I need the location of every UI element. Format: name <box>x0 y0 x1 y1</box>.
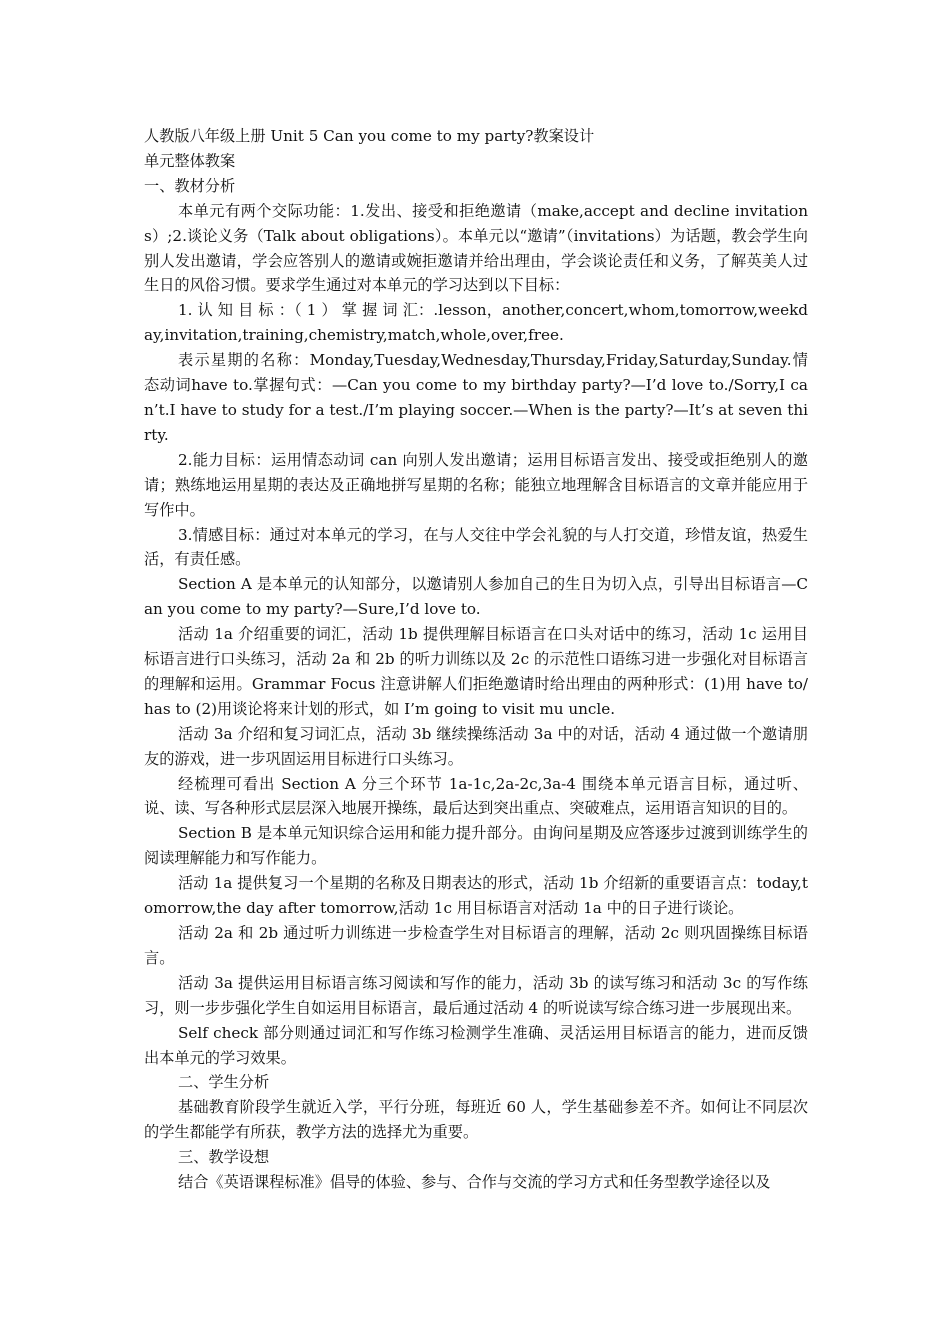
paragraph-section-b-3a: 活动 3a 提供运用目标语言练习阅读和写作的能力，活动 3b 的读写练习和活动 3c 的写作练习，则一步步强化学生自如运用目标语言，最后通过活动 4 的听说读写综合练习进一步展现出来。 <box>144 973 808 1017</box>
document-body <box>144 124 808 1195</box>
paragraph-weekdays: 表示星期的名称：Monday,Tuesday,Wednesday,Thursday,Friday,Saturday,Sunday.情态动词have to.掌握句式：—Can you come to my birthday party?—I’d love to./Sorry,I can’t.I have to study for a test./I’m playing soccer.—When is the party?—It’s at seven thirty. <box>144 351 808 444</box>
paragraph-section-b-1a: 活动 1a 提供复习一个星期的名称及日期表达的形式，活动 1b 介绍新的重要语言点：today,tomorrow,the day after tomorrow,活动 1c 用目标语言对活动 1a 中的日子进行谈论。 <box>144 874 808 918</box>
document-subtitle: 单元整体教案 <box>144 151 236 170</box>
paragraph-functions: 本单元有两个交际功能：1.发出、接受和拒绝邀请（make,accept and decline invitations）;2.谈论义务（Talk about obligations）。本单元以“邀请”（invitations）为话题，教会学生向别人发出邀请，学会应答别人的邀请或婉拒邀请并给出理由，学会谈论责任和义务，了解英美人过生日的风俗习惯。要求学生通过对本单元的学习达到以下目标： <box>144 201 808 295</box>
paragraph-activity-3a: 活动 3a 介绍和复习词汇点，活动 3b 继续操练活动 3a 中的对话，活动 4 通过做一个邀请朋友的游戏，进一步巩固运用目标进行口头练习。 <box>144 724 808 768</box>
document-title: 人教版八年级上册 Unit 5 Can you come to my party?教案设计 <box>144 127 595 145</box>
paragraph-emotion-goals: 3.情感目标：通过对本单元的学习，在与人交往中学会礼貌的与人打交道，珍惜友谊，热爱生活，有责任感。 <box>144 525 808 569</box>
section-heading-student-analysis: 二、学生分析 <box>178 1073 270 1092</box>
paragraph-student-analysis: 基础教育阶段学生就近入学，平行分班，每班近 60 人，学生基础参差不齐。如何让不同层次的学生都能学有所获，教学方法的选择尤为重要。 <box>144 1098 808 1142</box>
paragraph-teaching-ideas: 结合《英语课程标准》倡导的体验、参与、合作与交流的学习方式和任务型教学途径以及 <box>178 1173 771 1192</box>
paragraph-ability-goals: 2.能力目标：运用情态动词 can 向别人发出邀请；运用目标语言发出、接受或拒绝别人的邀请；熟练地运用星期的表达及正确地拼写星期的名称；能独立地理解含目标语言的文章并能应用于写作中。 <box>144 450 808 519</box>
paragraph-section-a: Section A 是本单元的认知部分，以邀请别人参加自己的生日为切入点，引导出目标语言—Can you come to my party?—Sure,I’d love to. <box>144 575 808 619</box>
paragraph-section-b-2a: 活动 2a 和 2b 通过听力训练进一步检查学生对目标语言的理解，活动 2c 则巩固操练目标语言。 <box>144 924 808 967</box>
section-heading-teaching-ideas: 三、教学设想 <box>178 1148 270 1167</box>
paragraph-self-check: Self check 部分则通过词汇和写作练习检测学生准确、灵活运用目标语言的能力，进而反馈出本单元的学习效果。 <box>144 1023 808 1067</box>
paragraph-section-b: Section B 是本单元知识综合运用和能力提升部分。由询问星期及应答逐步过渡到训练学生的阅读理解能力和写作能力。 <box>144 824 808 868</box>
paragraph-section-a-summary: 经梳理可看出 Section A 分三个环节 1a-1c,2a-2c,3a-4 围绕本单元语言目标，通过听、说、读、写各种形式层层深入地展开操练，最后达到突出重点、突破难点，运用语言知识的目的。 <box>144 774 808 818</box>
paragraph-activity-1a: 活动 1a 介绍重要的词汇，活动 1b 提供理解目标语言在口头对话中的练习，活动 1c 运用目标语言进行口头练习，活动 2a 和 2b 的听力训练以及 2c 的示范性口语练习进一步强化对目标语言的理解和运用。Grammar Focus 注意讲解人们拒绝邀请时给出理由的两种形式：(1)用 have to/has to (2)用谈论将来计划的形式，如 I’m going to visit mu uncle. <box>144 625 808 718</box>
section-heading-textbook-analysis: 一、教材分析 <box>144 176 236 195</box>
paragraph-cognitive-goals: 1. 认 知 目 标 ：（ 1 ） 掌 握 词 汇：.lesson，another,concert,whom,tomorrow,weekday,invitation,training,chemistry,match,whole,over,free. <box>144 301 808 345</box>
